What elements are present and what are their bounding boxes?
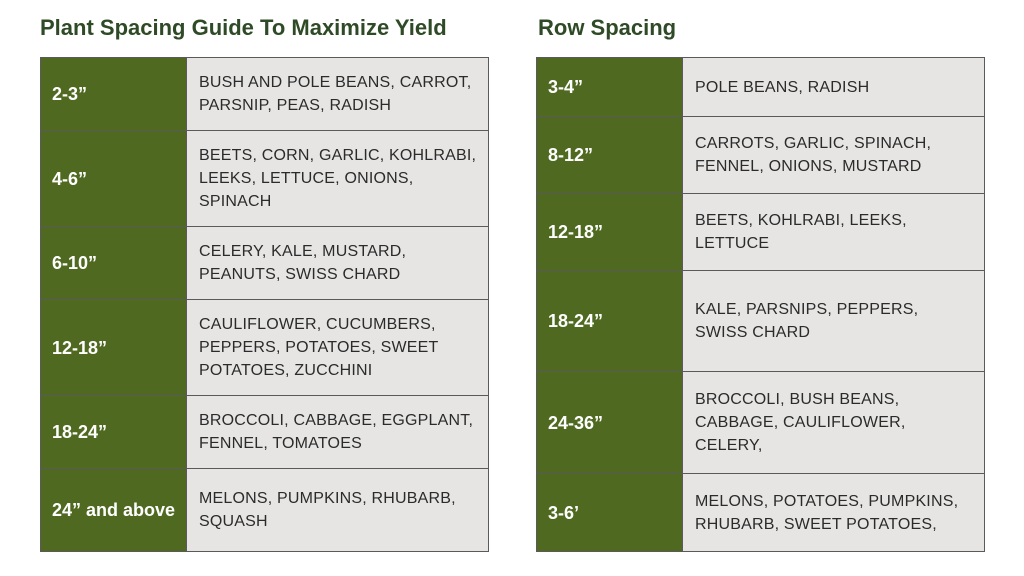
plants-cell: KALE, PARSNIPS, PEPPERS, SWISS CHARD	[683, 271, 984, 371]
row-spacing-table	[536, 57, 985, 552]
spacing-cell: 6-10”	[41, 227, 187, 299]
table-row	[537, 58, 984, 117]
table-row	[537, 117, 984, 194]
table-row	[537, 372, 984, 474]
spacing-cell: 12-18”	[537, 194, 683, 270]
spacing-cell: 4-6”	[41, 131, 187, 226]
plants-cell: CELERY, KALE, MUSTARD, PEANUTS, SWISS CHARD	[187, 227, 488, 299]
plant-spacing-title: Plant Spacing Guide To Maximize Yield	[40, 15, 447, 40]
plants-cell: BEETS, KOHLRABI, LEEKS, LETTUCE	[683, 194, 984, 270]
table-row	[41, 469, 488, 551]
spacing-cell: 24-36”	[537, 372, 683, 473]
plants-cell: POLE BEANS, RADISH	[683, 58, 984, 116]
plants-cell: MELONS, PUMPKINS, RHUBARB, SQUASH	[187, 469, 488, 551]
table-row	[41, 300, 488, 396]
plants-cell: CARROTS, GARLIC, SPINACH, FENNEL, ONIONS, MUSTARD	[683, 117, 984, 193]
table-row	[41, 396, 488, 469]
plants-cell: BEETS, CORN, GARLIC, KOHLRABI, LEEKS, LETTUCE, ONIONS, SPINACH	[187, 131, 488, 226]
plants-cell: BROCCOLI, CABBAGE, EGGPLANT, FENNEL, TOMATOES	[187, 396, 488, 468]
spacing-cell: 18-24”	[537, 271, 683, 371]
table-row	[537, 271, 984, 372]
spacing-cell: 2-3”	[41, 58, 187, 130]
table-row	[537, 194, 984, 271]
plant-spacing-table	[40, 57, 489, 552]
row-spacing-title: Row Spacing	[538, 15, 677, 40]
table-row	[537, 474, 984, 551]
spacing-cell: 18-24”	[41, 396, 187, 468]
spacing-cell: 12-18”	[41, 300, 187, 395]
spacing-cell: 24” and above	[41, 469, 187, 551]
table-row	[41, 227, 488, 300]
plants-cell: CAULIFLOWER, CUCUMBERS, PEPPERS, POTATOES, SWEET POTATOES, ZUCCHINI	[187, 300, 488, 395]
plants-cell: BUSH AND POLE BEANS, CARROT, PARSNIP, PEAS, RADISH	[187, 58, 488, 130]
spacing-cell: 3-6’	[537, 474, 683, 551]
table-row	[41, 131, 488, 227]
spacing-cell: 8-12”	[537, 117, 683, 193]
table-row	[41, 58, 488, 131]
plants-cell: MELONS, POTATOES, PUMPKINS, RHUBARB, SWEET POTATOES,	[683, 474, 984, 551]
plants-cell: BROCCOLI, BUSH BEANS, CABBAGE, CAULIFLOWER, CELERY,	[683, 372, 984, 473]
spacing-cell: 3-4”	[537, 58, 683, 116]
